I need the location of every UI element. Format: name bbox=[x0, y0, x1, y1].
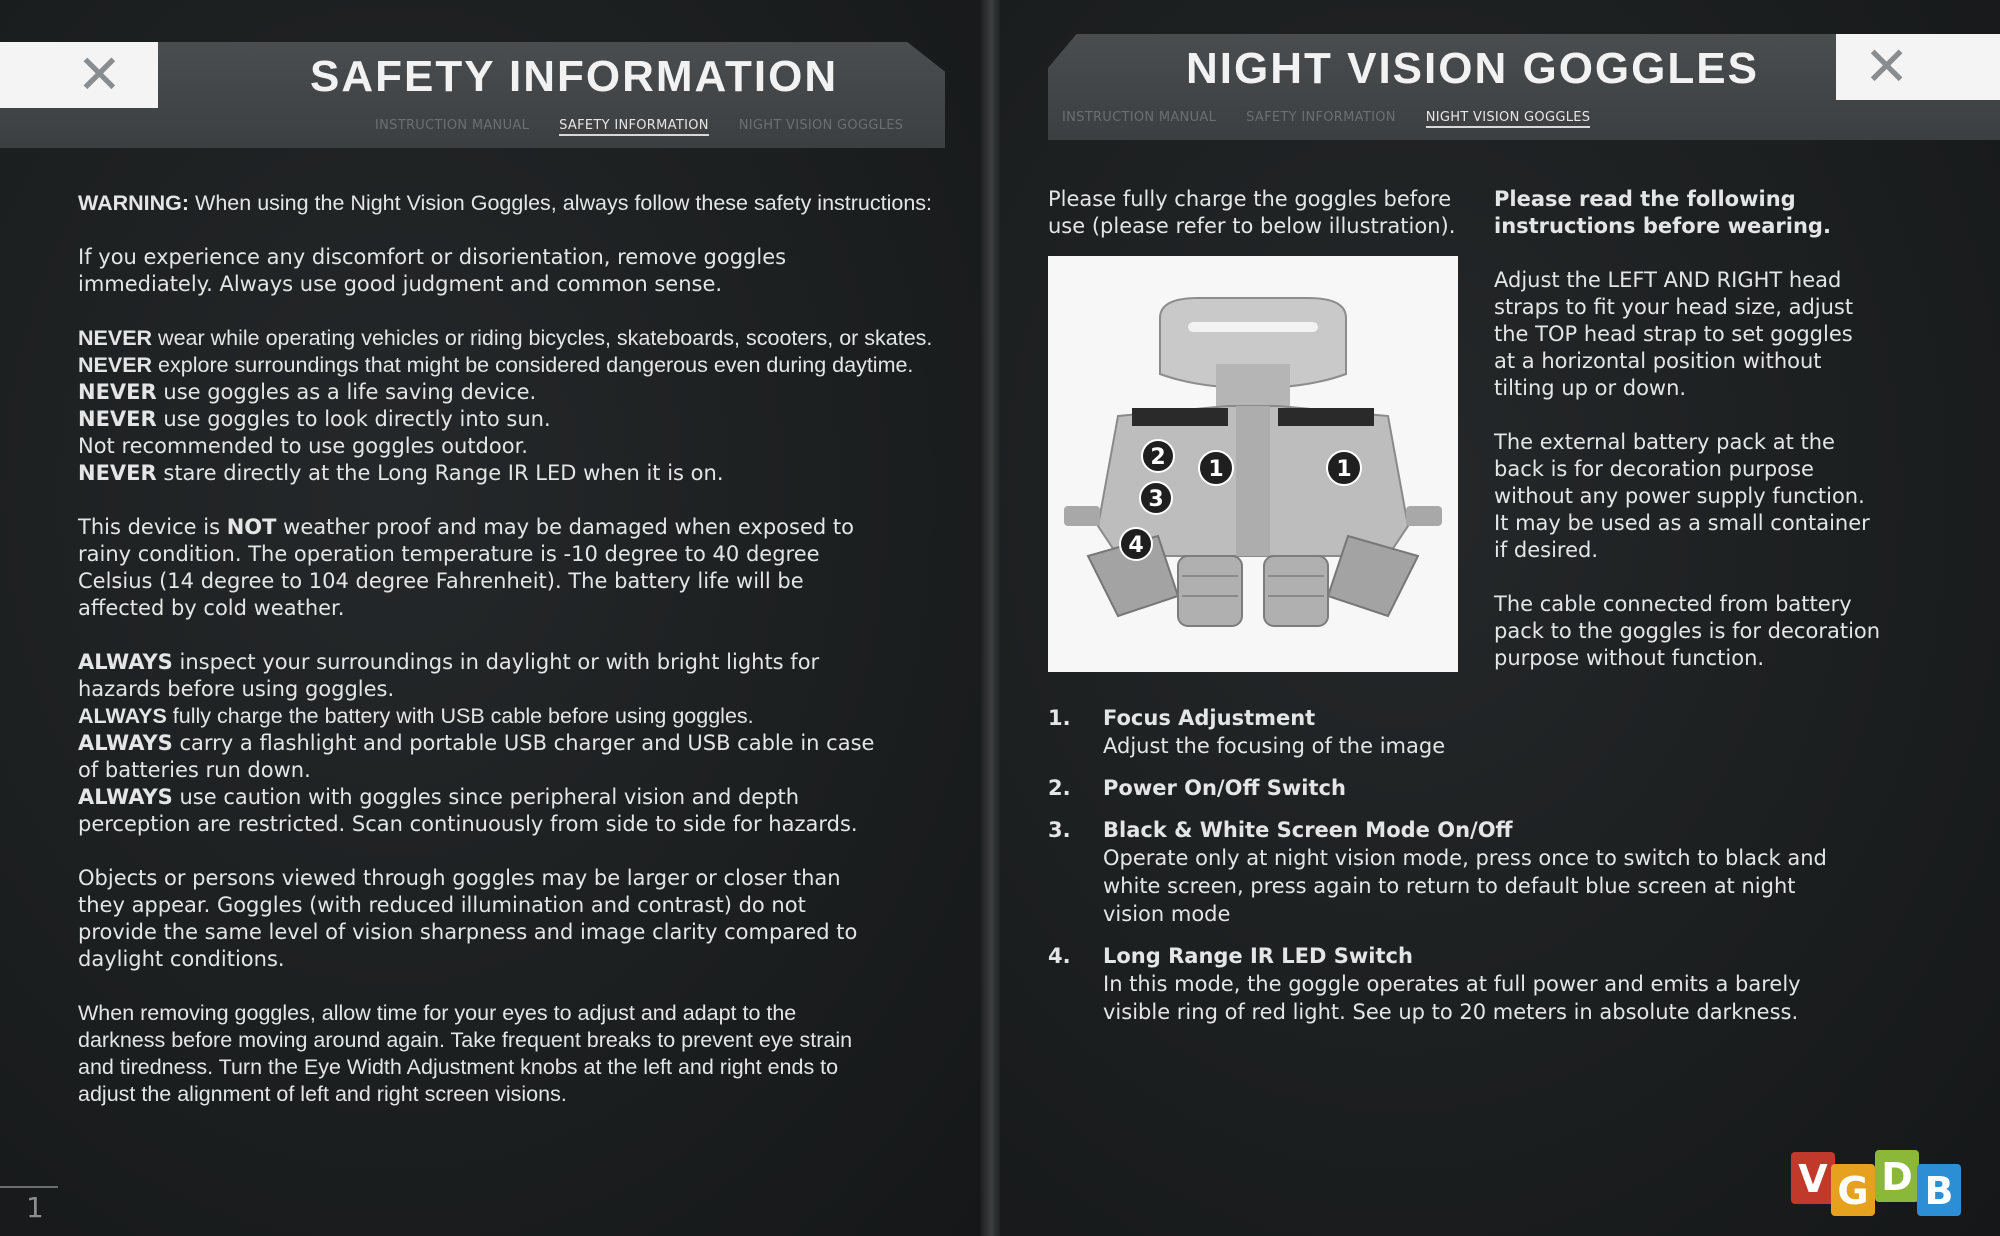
never-label: NEVER bbox=[78, 380, 157, 404]
marker-1-right bbox=[1327, 451, 1361, 485]
text-line: use goggles to look directly into sun. bbox=[156, 407, 551, 431]
svg-text:3: 3 bbox=[1148, 487, 1164, 512]
text-line: provide the same level of vision sharpness and image clarity compared to bbox=[78, 920, 858, 944]
text-line: use goggles as a life saving device. bbox=[156, 380, 537, 404]
never-line bbox=[78, 352, 948, 379]
feature-body bbox=[1103, 816, 1928, 928]
text-line: without any power supply function. bbox=[1494, 484, 1865, 508]
svg-text:1: 1 bbox=[1336, 457, 1352, 482]
never-line bbox=[78, 460, 948, 487]
never-label: NEVER bbox=[78, 407, 157, 431]
never-line bbox=[78, 325, 948, 352]
svg-text:1: 1 bbox=[1208, 457, 1224, 482]
always-label: ALWAYS bbox=[78, 785, 173, 809]
text-line: wear while operating vehicles or riding bicycles, skateboards, scooters, or skates. bbox=[152, 326, 933, 350]
crumb-night-vision-goggles: NIGHT VISION GOGGLES bbox=[738, 118, 904, 133]
text-line: affected by cold weather. bbox=[78, 596, 345, 620]
text-line: explore surroundings that might be considered dangerous even during daytime. bbox=[152, 353, 914, 377]
always-line bbox=[78, 649, 948, 676]
left-close-box bbox=[0, 42, 158, 108]
text-line: the TOP head strap to set goggles bbox=[1494, 322, 1853, 346]
text-fragment: This device is bbox=[78, 515, 227, 539]
feature-desc: vision mode bbox=[1103, 902, 1231, 926]
strap-paragraph bbox=[1494, 267, 1924, 402]
text-line: they appear. Goggles (with reduced illumination and contrast) do not bbox=[78, 893, 806, 917]
charge-intro bbox=[1048, 186, 1468, 240]
feature-number: 3. bbox=[1048, 818, 1071, 842]
text-line: Not recommended to use goggles outdoor. bbox=[78, 434, 528, 458]
page-title: NIGHT VISION GOGGLES bbox=[1186, 44, 1759, 93]
list-item bbox=[1048, 774, 1928, 802]
svg-text:D: D bbox=[1881, 1155, 1913, 1199]
feature-desc: Adjust the focusing of the image bbox=[1103, 734, 1446, 758]
always-paragraph bbox=[78, 649, 948, 838]
text-line: use caution with goggles since peripheral vision and depth bbox=[172, 785, 800, 809]
text-line: stare directly at the Long Range IR LED when it is on. bbox=[156, 461, 724, 485]
feature-body bbox=[1103, 942, 1928, 1026]
always-line bbox=[78, 784, 948, 811]
text-line: immediately. Always use good judgment and common sense. bbox=[78, 272, 723, 296]
marker-2 bbox=[1142, 440, 1174, 472]
never-label: NEVER bbox=[78, 461, 157, 485]
svg-text:G: G bbox=[1837, 1169, 1869, 1213]
text-line: The cable connected from battery bbox=[1494, 592, 1852, 616]
warning-text: When using the Night Vision Goggles, always follow these safety instructions: bbox=[189, 191, 933, 215]
watermark-letter-v bbox=[1791, 1152, 1835, 1204]
never-line bbox=[78, 406, 948, 433]
text-line bbox=[78, 514, 948, 541]
battery-paragraph bbox=[1494, 429, 1924, 564]
goggles-illustration bbox=[1048, 256, 1458, 672]
feature-title: Focus Adjustment bbox=[1103, 706, 1316, 730]
crumb-instruction-manual: INSTRUCTION MANUAL bbox=[375, 118, 530, 133]
feature-desc: white screen, press again to return to default blue screen at night bbox=[1103, 874, 1796, 898]
feature-desc: Operate only at night vision mode, press once to switch to black and bbox=[1103, 846, 1827, 870]
always-line bbox=[78, 703, 948, 730]
never-line bbox=[78, 379, 948, 406]
right-page bbox=[1000, 0, 2000, 1236]
device-paragraph bbox=[78, 514, 948, 622]
text-line: if desired. bbox=[1494, 538, 1599, 562]
text-line: fully charge the battery with USB cable before using goggles. bbox=[166, 704, 754, 728]
close-icon: ✕ bbox=[76, 43, 122, 106]
text-line: Adjust the LEFT AND RIGHT head bbox=[1494, 268, 1842, 292]
feature-desc: visible ring of red light. See up to 20 meters in absolute darkness. bbox=[1103, 1000, 1799, 1024]
svg-text:B: B bbox=[1924, 1169, 1954, 1213]
removing-paragraph bbox=[78, 1000, 948, 1108]
svg-text:V: V bbox=[1798, 1157, 1828, 1201]
text-line: inspect your surroundings in daylight or with bright lights for bbox=[172, 650, 820, 674]
crumb-safety-information: SAFETY INFORMATION bbox=[1246, 110, 1396, 125]
watermark-letter-g bbox=[1831, 1164, 1875, 1216]
never-label: NEVER bbox=[78, 326, 153, 350]
feature-title: Long Range IR LED Switch bbox=[1103, 944, 1413, 968]
marker-3 bbox=[1140, 482, 1172, 514]
always-line bbox=[78, 730, 948, 757]
text-line: at a horizontal position without bbox=[1494, 349, 1822, 373]
safety-body bbox=[78, 190, 948, 1135]
text-line: of batteries run down. bbox=[78, 758, 311, 782]
wearing-instructions bbox=[1494, 186, 1924, 699]
warning-paragraph bbox=[78, 190, 948, 217]
right-close-box bbox=[1836, 34, 2000, 100]
page-title: SAFETY INFORMATION bbox=[310, 52, 839, 101]
text-line: It may be used as a small container bbox=[1494, 511, 1870, 535]
objects-paragraph bbox=[78, 865, 948, 973]
never-paragraph bbox=[78, 325, 948, 487]
marker-1-left bbox=[1199, 451, 1233, 485]
text-line: hazards before using goggles. bbox=[78, 677, 395, 701]
always-label: ALWAYS bbox=[78, 650, 173, 674]
text-line: and tiredness. Turn the Eye Width Adjustment knobs at the left and right ends to bbox=[78, 1055, 839, 1079]
feature-number: 4. bbox=[1048, 944, 1071, 968]
list-item bbox=[1048, 816, 1928, 928]
warning-label: WARNING: bbox=[78, 191, 190, 215]
text-line: rainy condition. The operation temperature is -10 degree to 40 degree bbox=[78, 542, 820, 566]
text-fragment: weather proof and may be damaged when exposed to bbox=[276, 515, 854, 539]
text-line: The external battery pack at the bbox=[1494, 430, 1835, 454]
crumb-night-vision-goggles: NIGHT VISION GOGGLES bbox=[1426, 110, 1591, 128]
watermark-letter-b bbox=[1917, 1164, 1961, 1216]
feature-body bbox=[1103, 774, 1928, 802]
text-line: instructions before wearing. bbox=[1494, 214, 1831, 238]
text-line: When removing goggles, allow time for your eyes to adjust and adapt to the bbox=[78, 1001, 797, 1025]
text-line: Please fully charge the goggles before bbox=[1048, 187, 1452, 211]
page-number: 1 bbox=[0, 1186, 58, 1226]
text-line: use (please refer to below illustration). bbox=[1048, 214, 1456, 238]
wearing-heading bbox=[1494, 186, 1924, 240]
feature-title: Black & White Screen Mode On/Off bbox=[1103, 818, 1513, 842]
feature-number: 2. bbox=[1048, 776, 1071, 800]
always-label: ALWAYS bbox=[78, 704, 167, 728]
not-label: NOT bbox=[226, 515, 277, 539]
breadcrumb bbox=[1062, 110, 1620, 128]
never-label: NEVER bbox=[78, 353, 153, 377]
text-line: back is for decoration purpose bbox=[1494, 457, 1814, 481]
feature-body bbox=[1103, 704, 1928, 760]
watermark-letter-d bbox=[1875, 1150, 1919, 1202]
text-line: adjust the alignment of left and right screen visions. bbox=[78, 1082, 567, 1106]
text-line: Objects or persons viewed through goggles may be larger or closer than bbox=[78, 866, 841, 890]
feature-title: Power On/Off Switch bbox=[1103, 776, 1346, 800]
crumb-safety-information: SAFETY INFORMATION bbox=[559, 118, 709, 136]
text-line: straps to fit your head size, adjust bbox=[1494, 295, 1854, 319]
text-line: purpose without function. bbox=[1494, 646, 1765, 670]
always-label: ALWAYS bbox=[78, 731, 173, 755]
text-line: Celsius (14 degree to 104 degree Fahrenheit). The battery life will be bbox=[78, 569, 804, 593]
close-icon: ✕ bbox=[1864, 35, 1910, 98]
feature-number: 1. bbox=[1048, 706, 1071, 730]
cable-paragraph bbox=[1494, 591, 1924, 672]
list-item bbox=[1048, 704, 1928, 760]
crumb-instruction-manual: INSTRUCTION MANUAL bbox=[1062, 110, 1217, 125]
list-item bbox=[1048, 942, 1928, 1026]
text-line: If you experience any discomfort or disorientation, remove goggles bbox=[78, 245, 787, 269]
text-line: carry a flashlight and portable USB charger and USB cable in case bbox=[172, 731, 875, 755]
text-line: Please read the following bbox=[1494, 187, 1796, 211]
feature-desc: In this mode, the goggle operates at full power and emits a barely bbox=[1103, 972, 1801, 996]
marker-4 bbox=[1120, 528, 1152, 560]
text-line: tilting up or down. bbox=[1494, 376, 1687, 400]
text-line: perception are restricted. Scan continuously from side to side for hazards. bbox=[78, 812, 858, 836]
text-line: pack to the goggles is for decoration bbox=[1494, 619, 1881, 643]
text-line: darkness before moving around again. Take frequent breaks to prevent eye strain bbox=[78, 1028, 853, 1052]
text-line: daylight conditions. bbox=[78, 947, 285, 971]
svg-text:4: 4 bbox=[1128, 533, 1144, 558]
svg-text:2: 2 bbox=[1150, 445, 1166, 470]
left-page bbox=[0, 0, 985, 1236]
breadcrumb bbox=[375, 118, 933, 136]
vgdb-watermark-logo bbox=[1791, 1150, 1991, 1220]
feature-list bbox=[1048, 704, 1928, 1040]
goggles-drawing bbox=[1048, 256, 1458, 672]
discomfort-paragraph bbox=[78, 244, 948, 298]
